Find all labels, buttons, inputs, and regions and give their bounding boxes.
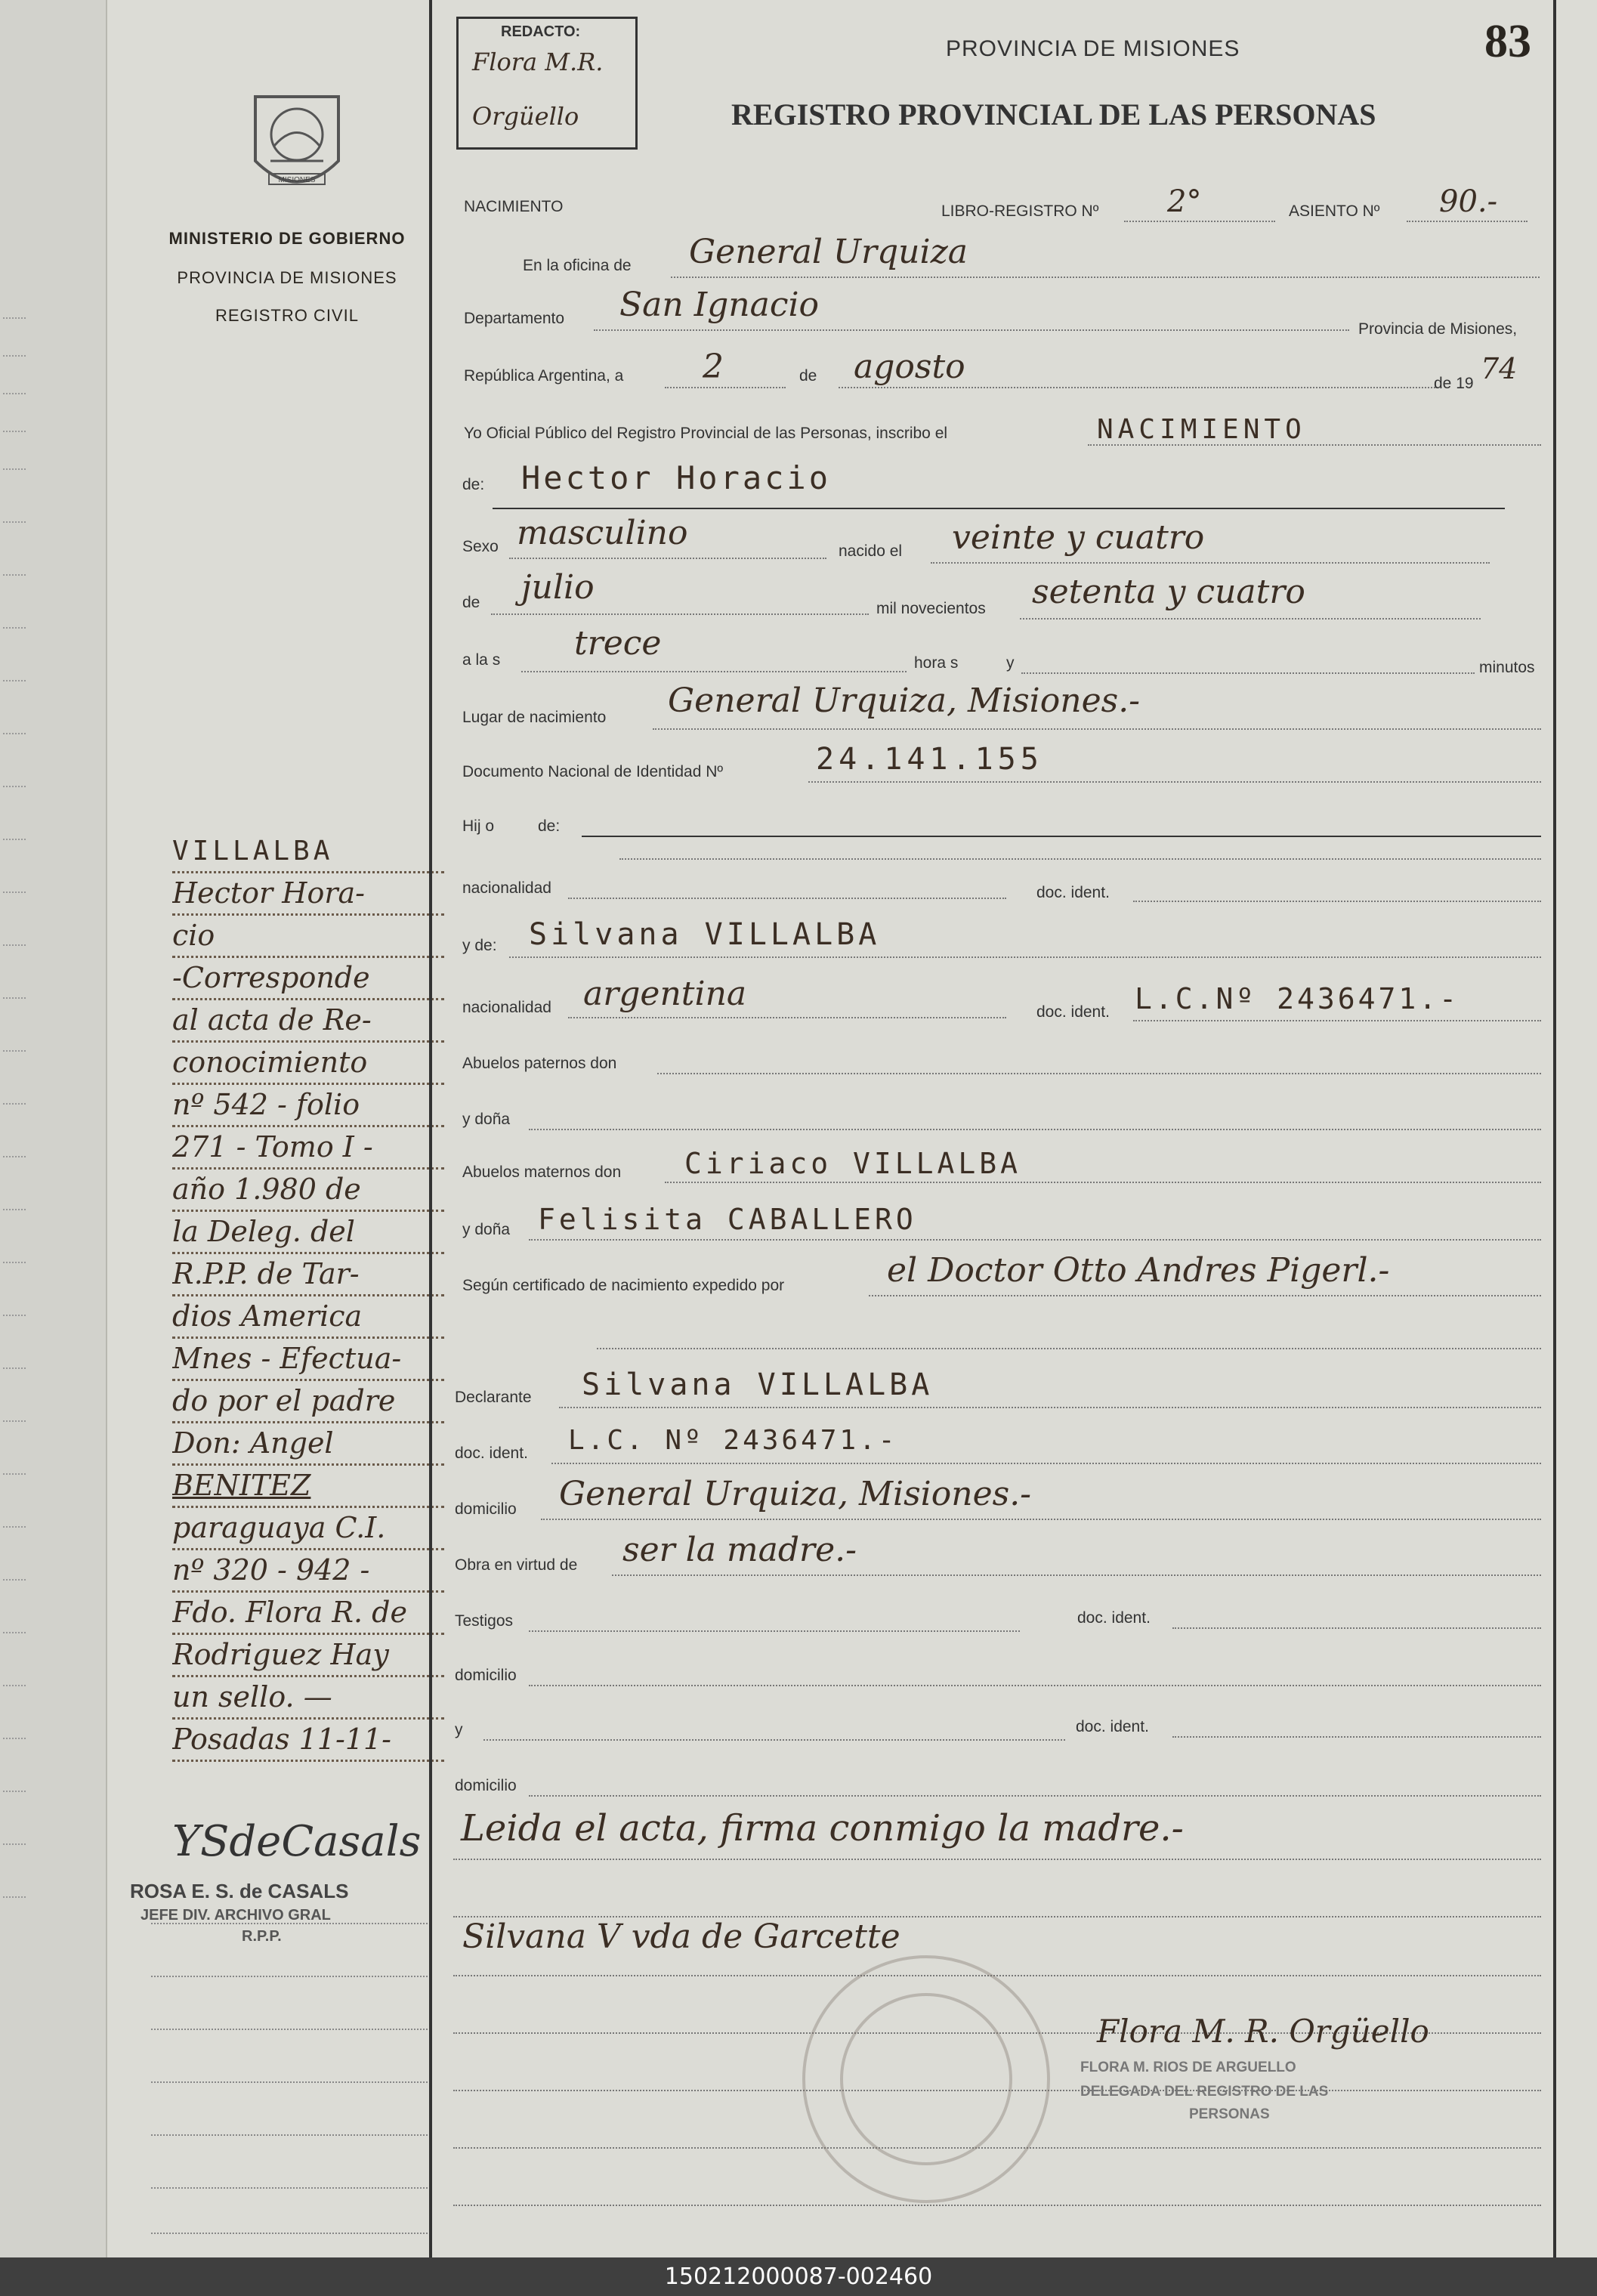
doc-ident-3-value: L.C. Nº 2436471.- (568, 1425, 898, 1456)
hijo-de-label: de: (538, 817, 561, 835)
sexo-label: Sexo (462, 538, 499, 555)
alas-label: a la s (462, 651, 501, 669)
official-stamp-title: DELEGADA DEL REGISTRO DE LAS (1080, 2084, 1329, 2100)
nacionalidad-2-value: argentina (583, 975, 747, 1013)
margin-line: 271 - Tomo I - (172, 1127, 444, 1170)
certificado-label: Según certificado de nacimiento expedido por (462, 1277, 785, 1294)
obra-label: Obra en virtud de (455, 1556, 578, 1574)
sexo-value: masculino (517, 514, 688, 552)
record-type-label: NACIMIENTO (464, 198, 564, 215)
margin-line: Mnes - Efectua- (172, 1339, 444, 1381)
ministry-seal-icon (240, 89, 354, 202)
margin-line: nº 320 - 942 - (172, 1550, 444, 1593)
testigo-2-label: y (455, 1721, 463, 1738)
margin-line: Fdo. Flora R. de (172, 1593, 444, 1635)
mes-nac-value: julio (521, 568, 595, 607)
ministry-title: MINISTERIO DE GOBIERNO (168, 229, 406, 248)
mes-value: agosto (854, 348, 965, 386)
ministry-province: PROVINCIA DE MISIONES (177, 268, 397, 287)
redacto-box (456, 17, 638, 150)
dia-value: 2 (703, 348, 724, 386)
oficial-statement: Yo Oficial Público del Registro Provincial de las Personas, inscribo el (464, 425, 948, 442)
dni-value: 24.141.155 (816, 742, 1043, 777)
margin-line: VILLALBA (172, 831, 444, 873)
redacto-surname: Orgüello (472, 102, 579, 131)
nacido-value: veinte y cuatro (952, 518, 1205, 557)
archive-stamp-name: ROSA E. S. de CASALS (130, 1880, 349, 1902)
margin-line: Posadas 11-11- (172, 1720, 444, 1762)
doc-ident-5-label: doc. ident. (1076, 1718, 1149, 1735)
ministry-registry: REGISTRO CIVIL (215, 306, 360, 325)
de-label: de (799, 367, 817, 385)
archive-signature: YSdeCasals (172, 1817, 422, 1866)
nacionalidad-2-label: nacionalidad (462, 999, 551, 1016)
departamento-value: San Ignacio (619, 286, 820, 324)
abuelos-paternos-label: Abuelos paternos don (462, 1055, 617, 1072)
margin-line: Hector Hora- (172, 873, 444, 916)
margin-line: un sello. — (172, 1677, 444, 1720)
margin-line: paraguaya C.I. (172, 1508, 444, 1550)
page-number: 83 (1484, 16, 1531, 67)
province-heading: PROVINCIA DE MISIONES (946, 36, 1240, 61)
y-label: y (1006, 654, 1015, 672)
redacto-label: REDACTO: (501, 23, 581, 40)
document-id: 150212000087-002460 (664, 2264, 933, 2290)
margin-annotation (172, 831, 444, 1762)
margin-line: año 1.980 de (172, 1170, 444, 1212)
minutos-label: minutos (1479, 659, 1535, 676)
anio-nac-value: setenta y cuatro (1032, 573, 1305, 611)
nacionalidad-1-label: nacionalidad (462, 879, 551, 897)
inscribo-value: NACIMIENTO (1097, 414, 1306, 445)
anio-label: de 19 (1434, 375, 1474, 392)
margin-line: cio (172, 916, 444, 958)
libro-label: LIBRO-REGISTRO Nº (941, 202, 1099, 220)
document-id-bar (0, 2257, 1597, 2296)
mother-signature: Silvana V vda de Garcette (462, 1917, 900, 1956)
hora-label: hora s (914, 654, 959, 672)
nacido-label: nacido el (839, 542, 903, 560)
oficina-label: En la oficina de (523, 257, 632, 274)
lugar-value: General Urquiza, Misiones.- (668, 681, 1141, 720)
domicilio-2-label: domicilio (455, 1667, 517, 1684)
asiento-label: ASIENTO Nº (1289, 202, 1380, 220)
registry-heading: REGISTRO PROVINCIAL DE LAS PERSONAS (731, 97, 1376, 131)
margin-line: Rodriguez Hay (172, 1635, 444, 1677)
margin-line: nº 542 - folio (172, 1085, 444, 1127)
abuela-materna-label: y doña (462, 1221, 511, 1238)
redacto-name: Flora M.R. (472, 48, 604, 76)
abuela-materna-value: Felisita CABALLERO (538, 1203, 917, 1236)
asiento-value: 90.- (1439, 184, 1498, 219)
margin-line: la Deleg. del (172, 1212, 444, 1254)
anio-value: 74 (1481, 352, 1518, 385)
oficina-value: General Urquiza (689, 233, 968, 271)
provincia-label: Provincia de Misiones, (1358, 320, 1518, 338)
nombre-value: Hector Horacio (521, 459, 832, 496)
nombre-label: de: (462, 476, 485, 493)
declarante-label: Declarante (455, 1389, 532, 1406)
doc-ident-2-value: L.C.Nº 2436471.- (1135, 982, 1460, 1015)
doc-ident-3-label: doc. ident. (455, 1445, 528, 1462)
declarante-value: Silvana VILLALBA (582, 1367, 934, 1402)
margin-line: BENITEZ (172, 1466, 444, 1508)
doc-ident-1-label: doc. ident. (1036, 884, 1110, 901)
abuelo-materno-value: Ciriaco VILLALBA (684, 1147, 1022, 1180)
doc-ident-2-label: doc. ident. (1036, 1003, 1110, 1021)
margin-line: Don: Angel (172, 1423, 444, 1466)
doc-ident-4-label: doc. ident. (1077, 1609, 1151, 1627)
obra-value: ser la madre.- (622, 1531, 857, 1569)
svg-text:MISIONES: MISIONES (278, 176, 316, 184)
madre-value: Silvana VILLALBA (529, 917, 881, 952)
margin-line: R.P.P. de Tar- (172, 1254, 444, 1296)
abuela-paterna-label: y doña (462, 1111, 511, 1128)
mil-label: mil novecientos (876, 600, 986, 617)
margin-line: conocimiento (172, 1043, 444, 1085)
registry-seal-inner (840, 1993, 1012, 2165)
domicilio-3-label: domicilio (455, 1777, 517, 1794)
mes-nac-label: de (462, 594, 480, 611)
binding-gutter (0, 0, 107, 2257)
lugar-label: Lugar de nacimiento (462, 709, 607, 726)
hora-value: trece (574, 624, 662, 663)
leida-statement: Leida el acta, firma conmigo la madre.- (461, 1807, 1184, 1849)
domicilio-1-label: domicilio (455, 1500, 517, 1518)
margin-line: al acta de Re- (172, 1000, 444, 1043)
margin-line: -Corresponde (172, 958, 444, 1000)
libro-value: 2° (1167, 184, 1202, 219)
testigos-label: Testigos (455, 1612, 514, 1630)
hijo-label: Hij o (462, 817, 495, 835)
margin-line: do por el padre (172, 1381, 444, 1423)
official-signature: Flora M. R. Orgüello (1097, 2013, 1429, 2050)
certificado-value: el Doctor Otto Andres Pigerl.- (887, 1251, 1390, 1290)
archive-stamp-title: JEFE DIV. ARCHIVO GRAL (141, 1907, 331, 1924)
dni-label: Documento Nacional de Identidad Nº (462, 763, 724, 780)
departamento-label: Departamento (464, 310, 565, 327)
margin-line: dios America (172, 1296, 444, 1339)
abuelos-maternos-label: Abuelos maternos don (462, 1163, 622, 1181)
madre-label: y de: (462, 937, 497, 954)
archive-stamp-org: R.P.P. (242, 1928, 282, 1945)
republica-label: República Argentina, a (464, 367, 624, 385)
official-stamp-name: FLORA M. RIOS DE ARGUELLO (1080, 2060, 1296, 2075)
domicilio-1-value: General Urquiza, Misiones.- (559, 1475, 1032, 1513)
official-stamp-org: PERSONAS (1189, 2106, 1270, 2122)
